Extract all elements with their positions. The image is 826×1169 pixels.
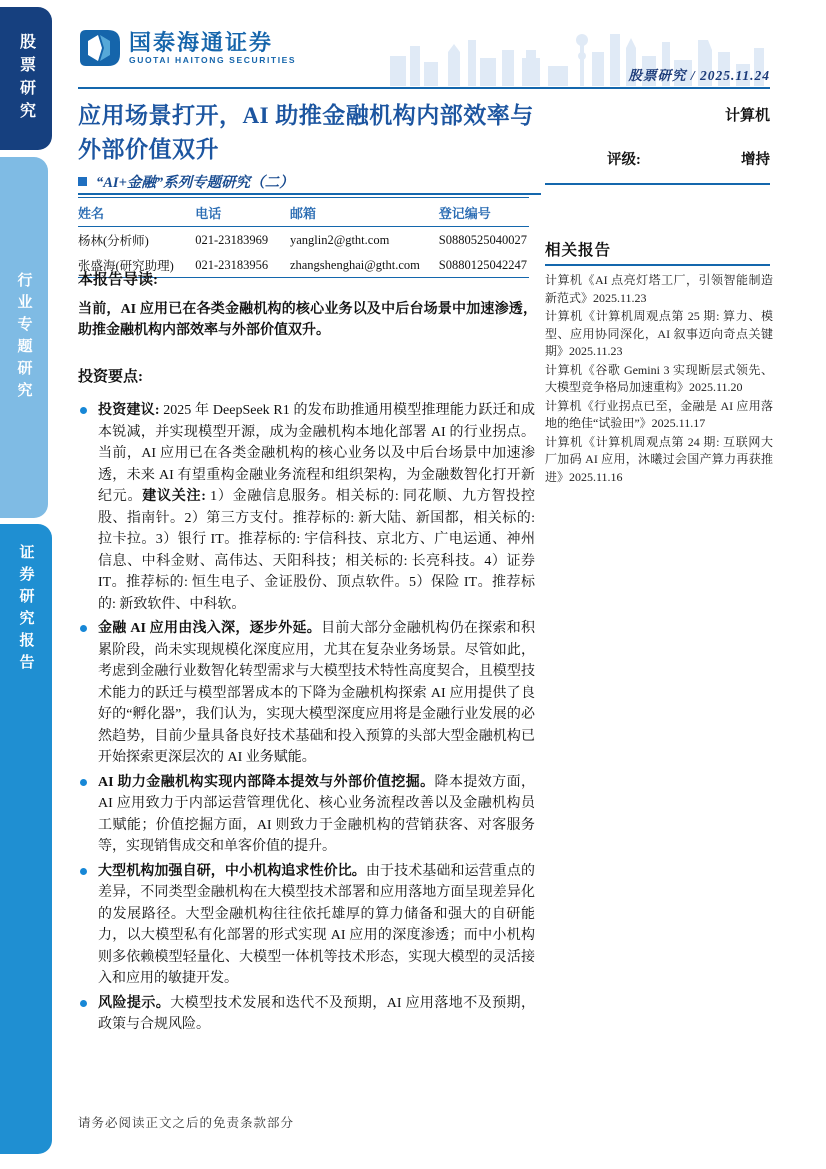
table-row [78, 227, 529, 253]
bullet-label: AI 助力金融机构实现内部降本提效与外部价值挖掘。 [98, 774, 435, 790]
bullet-body: 2025 年 DeepSeek R1 的发布助推通用模型推理能力跃迁和成本锐减，并实现模型开源，成为金融机构本地化部署 AI 的行业拐点。当前，AI 应用已在各类金融机构的核心业务以及中后台场景中加速渗透，未来 AI 有望重构金融业务流程和组织架构，为金融数智化打开新纪元。 [98, 403, 535, 504]
brand-name-cn: 国泰海通证券 [129, 30, 274, 56]
bullet-label: 风险提示。 [98, 995, 171, 1011]
brand-text [129, 31, 296, 64]
bullet-dot-icon [80, 868, 87, 875]
brand-name-en: GUOTAI HAITONG SECURITIES [129, 54, 297, 65]
header-divider [78, 87, 770, 89]
bullet-body: 目前大部分金融机构仍在探索和积累阶段，尚未实现规模化深度应用，尤其在复杂业务场景。尽管如此，考虑到金融行业数智化转型需求与大模型技术特性高度契合，且模型技术能力的跃迁与模型部署成本的下降为金融机构探索 AI 应用提供了良好的“孵化器”，我们认为，实现大模型深度应用将是金融行业发展的必然趋势，目前少量具备良好技术基础和投入预算的头部大型金融机构已开始探索更深层次的 AI 业务赋能。 [98, 621, 535, 765]
bullet-text [98, 772, 535, 858]
rating-row [607, 148, 770, 169]
analyst-phone: 021-23183956 [195, 257, 269, 272]
list-item[interactable]: 计算机《AI 点亮灯塔工厂，引领智能制造新范式》2025.11.23 [545, 273, 773, 305]
rating-value: 增持 [741, 152, 770, 168]
sidebar-label-securities-report: 证券研究报告 [17, 544, 34, 676]
related-reports-divider [545, 264, 770, 266]
sidebar-label-industry-topic: 行业专题研究 [15, 271, 32, 404]
report-subtitle-row [78, 171, 538, 192]
related-reports-panel [545, 238, 773, 487]
list-item[interactable]: 计算机《谷歌 Gemini 3 实现断层式领先、大模型竞争格局加速重构》2025.11.20 [545, 362, 773, 394]
bullet-text [98, 861, 535, 990]
list-item[interactable]: 计算机《计算机周观点第 24 期: 互联网大厂加码 AI 应用，沐曦过会国产算力再获推进》2025.11.16 [545, 434, 773, 484]
list-item [78, 772, 537, 858]
sidebar-band-securities-report [0, 524, 52, 1154]
bullet-label: 金融 AI 应用由浅入深，逐步外延。 [98, 621, 322, 636]
analyst-header-row [78, 198, 529, 227]
list-item[interactable]: 计算机《行业拐点已至，金融是 AI 应用落地的绝佳“试验田”》2025.11.17 [545, 398, 773, 430]
analyst-phone: 021-23183969 [195, 232, 269, 247]
bullet-body: 降本提效方面，AI 应用致力于内部运营管理优化、核心业务流程改善以及金融机构员工赋能；价值挖掘方面，AI 则致力于金融机构的营销获客、对客服务等，实现销售成交和单客价值的提升。 [98, 774, 536, 854]
list-item [78, 618, 537, 769]
subtitle-divider [78, 193, 541, 195]
list-item[interactable]: 计算机《计算机周观点第 25 期: 算力、模型、应用协同深化，AI 叙事迈向奇点关键期》2025.11.23 [545, 309, 773, 358]
key-points-heading: 投资要点: [78, 369, 143, 385]
bullet-dot-icon [80, 625, 87, 632]
sidebar-band-industry-topic [0, 157, 48, 518]
rating-divider [545, 183, 770, 185]
bullet-dot-icon [80, 407, 87, 414]
analyst-name: 杨林(分析师) [78, 234, 149, 248]
related-reports-heading: 相关报告 [545, 242, 612, 259]
guide-text: 当前，AI 应用已在各类金融机构的核心业务以及中后台场景中加速渗透，助推金融机构内部效率与外部价值双升。 [78, 302, 537, 338]
report-title: 应用场景打开，AI 助推金融机构内部效率与外部价值双升 [78, 103, 534, 162]
list-item [78, 400, 537, 615]
brand-logo-icon [80, 30, 120, 66]
bullet-emphasis: 建议关注: [142, 489, 206, 504]
sidebar-label-stock-research: 股票研究 [17, 32, 35, 125]
bullet-text [98, 400, 535, 615]
footer-disclaimer: 请务必阅读正文之后的免责条款部分 [78, 1116, 295, 1130]
sidebar-band-stock-research [0, 7, 52, 150]
bullet-body: 大模型技术发展和迭代不及预期，AI 应用落地不及预期，政策与合规风险。 [98, 995, 536, 1032]
header-category-date: 股票研究 / 2025.11.24 [628, 68, 770, 83]
bullet-dot-icon [80, 779, 87, 786]
list-item [78, 993, 537, 1036]
guide-heading: 本报告导读: [78, 272, 158, 288]
analyst-regid: S0880525040027 [438, 232, 527, 247]
analyst-regid: S0880125042247 [438, 257, 527, 272]
bullet-body: 由于技术基础和运营重点的差异，不同类型金融机构在大模型技术部署和应用落地方面呈现差异化的发展路径。大型金融机构往往依托雄厚的算力储备和强大的自研能力，以大模型私有化部署的形式实现 AI 应用的深度渗透；而中小机构则多依赖模型轻量化、大模型一体机等技术形态，实现大模型的灵活接入和应用的敏捷开发。 [98, 863, 536, 986]
analyst-email: zhangshenghai@gtht.com [289, 257, 420, 272]
bullet-body: 1）金融信息服务。相关标的: 同花顺、九方智投控股、指南针。2）第三方支付。推荐标的: 新大陆、新国都，相关标的: 拉卡拉。3）银行 IT。推荐标的: 宇信科技、京北方、广电运通、神州信息、中科金财、高伟达、天阳科技；相关标的: 长亮科技。4）证券 IT。推荐标的: 恒生电子、金证股份、顶点软件。5）保险 IT。推荐标的: 新致软件、中科软。 [98, 489, 535, 612]
bullet-label: 大型机构加强自研，中小机构追求性价比。 [98, 863, 366, 879]
analyst-col-name: 姓名 [78, 198, 195, 227]
bullet-label: 投资建议: [98, 403, 160, 418]
brand-logo [80, 30, 296, 66]
analyst-col-mail: 邮箱 [290, 198, 439, 227]
bullet-text [98, 618, 535, 769]
rating-label: 评级: [607, 152, 641, 168]
analyst-name: 张盛海(研究助理) [78, 259, 174, 273]
analyst-table [78, 197, 529, 278]
list-item [78, 861, 537, 990]
bullet-text [98, 993, 535, 1036]
bullet-dot-icon [80, 1000, 87, 1007]
analyst-col-id: 登记编号 [439, 198, 529, 227]
report-body [78, 268, 537, 1039]
industry-label: 计算机 [724, 108, 770, 124]
analyst-col-phone: 电话 [195, 198, 290, 227]
analyst-email: yanglin2@gtht.com [289, 232, 390, 247]
report-subtitle: “AI+金融”系列专题研究（二） [96, 175, 294, 191]
subtitle-square-icon [78, 177, 87, 186]
